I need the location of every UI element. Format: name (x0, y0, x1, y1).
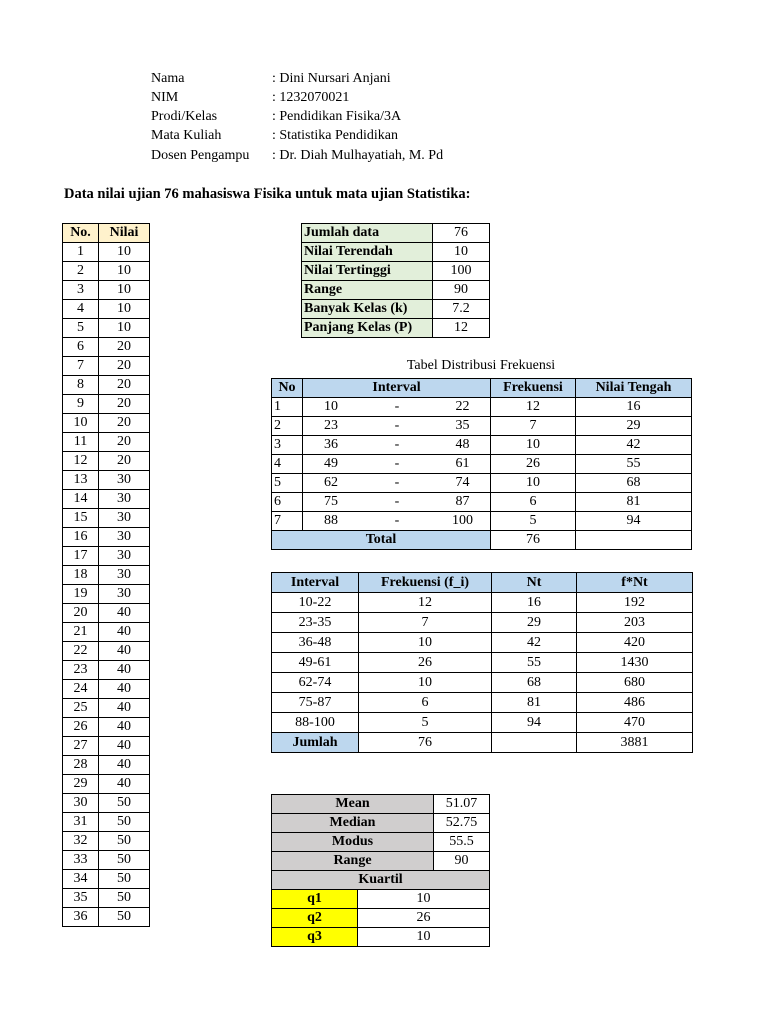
summary-label: Nilai Tertinggi (302, 262, 433, 281)
fnt-header-nt: Nt (492, 573, 577, 593)
fnt-jumlah-nt (492, 733, 577, 753)
data-nilai-cell: 50 (99, 908, 150, 927)
table-row (63, 414, 150, 433)
stats-value: 90 (434, 852, 490, 871)
freq-upper-cell: 74 (435, 474, 491, 493)
freq-nilai-tengah-cell: 68 (576, 474, 692, 493)
summary-label: Range (302, 281, 433, 300)
fnt-nt-cell: 55 (492, 653, 577, 673)
data-nilai-cell: 20 (99, 376, 150, 395)
quartile-row (272, 890, 490, 909)
freq-nilai-tengah-cell: 55 (576, 455, 692, 474)
data-no-cell: 28 (63, 756, 99, 775)
freq-frekuensi-cell: 6 (491, 493, 576, 512)
data-nilai-cell: 40 (99, 756, 150, 775)
data-nilai-cell: 40 (99, 775, 150, 794)
data-nilai-cell: 20 (99, 452, 150, 471)
data-nilai-cell: 40 (99, 604, 150, 623)
table-row (63, 471, 150, 490)
table-row (63, 642, 150, 661)
table-row (63, 376, 150, 395)
freq-lower-cell: 49 (303, 455, 360, 474)
summary-value: 90 (433, 281, 490, 300)
fnt-fnt-cell: 1430 (577, 653, 693, 673)
data-nilai-cell: 40 (99, 699, 150, 718)
data-nilai-cell: 30 (99, 585, 150, 604)
fnt-nt-cell: 42 (492, 633, 577, 653)
freq-dash-cell: - (359, 474, 435, 493)
table-row (272, 436, 692, 455)
summary-row (302, 281, 490, 300)
freq-table-caption: Tabel Distribusi Frekuensi (406, 358, 556, 373)
fnt-header-frekuensi: Frekuensi (f_i) (359, 573, 492, 593)
table-row (63, 699, 150, 718)
data-no-cell: 7 (63, 357, 99, 376)
data-no-cell: 25 (63, 699, 99, 718)
data-no-cell: 6 (63, 338, 99, 357)
data-nilai-cell: 20 (99, 433, 150, 452)
info-value-nama: : Dini Nursari Anjani (272, 71, 391, 86)
fnt-fnt-cell: 470 (577, 713, 693, 733)
data-nilai-cell: 10 (99, 281, 150, 300)
fnt-frekuensi-cell: 7 (359, 613, 492, 633)
summary-label: Banyak Kelas (k) (302, 300, 433, 319)
quartile-value: 10 (358, 890, 490, 909)
stats-row (272, 833, 490, 852)
table-row (272, 417, 692, 436)
data-nilai-cell: 10 (99, 262, 150, 281)
fnt-jumlah-f: 76 (359, 733, 492, 753)
col-header-no: No. (63, 224, 99, 243)
info-value-matkul: : Statistika Pendidikan (272, 128, 398, 143)
freq-header-no: No (272, 379, 303, 398)
fnt-nt-cell: 94 (492, 713, 577, 733)
freq-nilai-tengah-cell: 29 (576, 417, 692, 436)
freq-dash-cell: - (359, 455, 435, 474)
data-nilai-cell: 50 (99, 794, 150, 813)
fnt-frekuensi-cell: 6 (359, 693, 492, 713)
table-row (63, 813, 150, 832)
data-no-cell: 5 (63, 319, 99, 338)
summary-label: Nilai Terendah (302, 243, 433, 262)
fnt-table (271, 572, 693, 753)
page-title: Data nilai ujian 76 mahasiswa Fisika untuk mata ujian Statistika: (64, 186, 471, 202)
table-row (272, 613, 693, 633)
fnt-header-interval: Interval (272, 573, 359, 593)
freq-frekuensi-cell: 10 (491, 474, 576, 493)
fnt-frekuensi-cell: 10 (359, 633, 492, 653)
table-row (272, 398, 692, 417)
freq-dash-cell: - (359, 417, 435, 436)
data-no-cell: 18 (63, 566, 99, 585)
fnt-jumlah-fnt: 3881 (577, 733, 693, 753)
table-row (63, 851, 150, 870)
data-nilai-cell: 10 (99, 243, 150, 262)
freq-upper-cell: 61 (435, 455, 491, 474)
fnt-interval-cell: 23-35 (272, 613, 359, 633)
freq-frekuensi-cell: 7 (491, 417, 576, 436)
table-row (63, 870, 150, 889)
info-value-nim: : 1232070021 (272, 90, 350, 105)
freq-frekuensi-cell: 26 (491, 455, 576, 474)
stats-row (272, 795, 490, 814)
stats-label: Modus (272, 833, 434, 852)
data-no-cell: 2 (63, 262, 99, 281)
stats-label: Median (272, 814, 434, 833)
info-label-prodi: Prodi/Kelas (151, 109, 218, 124)
stats-value: 52.75 (434, 814, 490, 833)
info-label-dosen: Dosen Pengampu (151, 148, 250, 163)
table-row (63, 718, 150, 737)
info-value-dosen: : Dr. Diah Mulhayatiah, M. Pd (272, 148, 444, 163)
data-nilai-cell: 20 (99, 338, 150, 357)
table-row (272, 633, 693, 653)
data-nilai-cell: 10 (99, 300, 150, 319)
table-row (63, 300, 150, 319)
data-no-cell: 29 (63, 775, 99, 794)
table-row (63, 604, 150, 623)
table-row (63, 433, 150, 452)
freq-no-cell: 5 (272, 474, 303, 493)
data-nilai-cell: 50 (99, 832, 150, 851)
fnt-fnt-cell: 680 (577, 673, 693, 693)
freq-no-cell: 3 (272, 436, 303, 455)
freq-header-nilai-tengah: Nilai Tengah (576, 379, 692, 398)
fnt-nt-cell: 68 (492, 673, 577, 693)
table-row (272, 653, 693, 673)
table-row (63, 490, 150, 509)
data-no-cell: 30 (63, 794, 99, 813)
table-row (63, 756, 150, 775)
summary-table (301, 223, 490, 338)
data-nilai-cell: 40 (99, 642, 150, 661)
data-no-cell: 32 (63, 832, 99, 851)
table-row (63, 680, 150, 699)
freq-total-value: 76 (491, 531, 576, 550)
fnt-interval-cell: 88-100 (272, 713, 359, 733)
freq-no-cell: 2 (272, 417, 303, 436)
data-no-cell: 1 (63, 243, 99, 262)
table-row (63, 357, 150, 376)
data-no-cell: 12 (63, 452, 99, 471)
stats-row (272, 852, 490, 871)
table-row (63, 452, 150, 471)
stats-value: 51.07 (434, 795, 490, 814)
freq-no-cell: 7 (272, 512, 303, 531)
table-row (63, 395, 150, 414)
data-no-cell: 31 (63, 813, 99, 832)
table-row (63, 281, 150, 300)
freq-no-cell: 6 (272, 493, 303, 512)
data-nilai-cell: 30 (99, 547, 150, 566)
freq-lower-cell: 10 (303, 398, 360, 417)
table-row (272, 593, 693, 613)
stats-label: Range (272, 852, 434, 871)
freq-header-interval: Interval (303, 379, 491, 398)
summary-label: Jumlah data (302, 224, 433, 243)
fnt-frekuensi-cell: 5 (359, 713, 492, 733)
data-nilai-cell: 20 (99, 357, 150, 376)
data-no-cell: 4 (63, 300, 99, 319)
kuartil-label: Kuartil (272, 871, 490, 890)
freq-nilai-tengah-cell: 94 (576, 512, 692, 531)
data-no-cell: 35 (63, 889, 99, 908)
data-no-cell: 22 (63, 642, 99, 661)
freq-lower-cell: 62 (303, 474, 360, 493)
data-no-cell: 10 (63, 414, 99, 433)
table-row (63, 262, 150, 281)
fnt-fnt-cell: 192 (577, 593, 693, 613)
data-nilai-cell: 20 (99, 395, 150, 414)
freq-dash-cell: - (359, 436, 435, 455)
table-row (63, 319, 150, 338)
summary-value: 12 (433, 319, 490, 338)
fnt-frekuensi-cell: 26 (359, 653, 492, 673)
freq-no-cell: 1 (272, 398, 303, 417)
freq-no-cell: 4 (272, 455, 303, 474)
raw-data-table (62, 223, 150, 927)
freq-dash-cell: - (359, 512, 435, 531)
info-value-prodi: : Pendidikan Fisika/3A (272, 109, 402, 124)
table-row (63, 566, 150, 585)
table-row (63, 794, 150, 813)
data-nilai-cell: 50 (99, 813, 150, 832)
info-label-nim: NIM (151, 90, 179, 105)
table-row (63, 243, 150, 262)
fnt-frekuensi-cell: 12 (359, 593, 492, 613)
freq-frekuensi-cell: 12 (491, 398, 576, 417)
table-row (63, 585, 150, 604)
freq-dash-cell: - (359, 493, 435, 512)
quartile-value: 10 (358, 928, 490, 947)
table-row (63, 547, 150, 566)
freq-dash-cell: - (359, 398, 435, 417)
table-row (272, 693, 693, 713)
info-label-nama: Nama (151, 71, 185, 86)
quartile-label: q1 (272, 890, 358, 909)
freq-lower-cell: 23 (303, 417, 360, 436)
freq-total-empty (576, 531, 692, 550)
table-row (272, 493, 692, 512)
data-no-cell: 36 (63, 908, 99, 927)
statistics-table (271, 794, 490, 947)
table-row (63, 737, 150, 756)
summary-label: Panjang Kelas (P) (302, 319, 433, 338)
data-nilai-cell: 20 (99, 414, 150, 433)
freq-upper-cell: 22 (435, 398, 491, 417)
freq-frekuensi-cell: 10 (491, 436, 576, 455)
data-nilai-cell: 50 (99, 851, 150, 870)
quartile-row (272, 928, 490, 947)
data-no-cell: 20 (63, 604, 99, 623)
table-row (272, 673, 693, 693)
table-row (63, 908, 150, 927)
table-row (63, 623, 150, 642)
data-no-cell: 3 (63, 281, 99, 300)
freq-upper-cell: 35 (435, 417, 491, 436)
freq-header-frekuensi: Frekuensi (491, 379, 576, 398)
quartile-label: q2 (272, 909, 358, 928)
data-nilai-cell: 40 (99, 718, 150, 737)
summary-row (302, 300, 490, 319)
table-row (63, 889, 150, 908)
stats-row (272, 814, 490, 833)
freq-lower-cell: 75 (303, 493, 360, 512)
fnt-nt-cell: 81 (492, 693, 577, 713)
fnt-interval-cell: 36-48 (272, 633, 359, 653)
freq-lower-cell: 36 (303, 436, 360, 455)
freq-distribution-table (271, 378, 692, 550)
fnt-frekuensi-cell: 10 (359, 673, 492, 693)
data-no-cell: 8 (63, 376, 99, 395)
stats-label: Mean (272, 795, 434, 814)
data-no-cell: 26 (63, 718, 99, 737)
table-row (272, 455, 692, 474)
info-label-matkul: Mata Kuliah (151, 128, 222, 143)
summary-row (302, 243, 490, 262)
fnt-fnt-cell: 486 (577, 693, 693, 713)
data-nilai-cell: 40 (99, 661, 150, 680)
table-row (63, 775, 150, 794)
table-row (63, 661, 150, 680)
quartile-label: q3 (272, 928, 358, 947)
fnt-interval-cell: 49-61 (272, 653, 359, 673)
table-row (272, 512, 692, 531)
data-nilai-cell: 50 (99, 889, 150, 908)
data-nilai-cell: 30 (99, 490, 150, 509)
fnt-nt-cell: 16 (492, 593, 577, 613)
data-no-cell: 15 (63, 509, 99, 528)
data-nilai-cell: 10 (99, 319, 150, 338)
data-nilai-cell: 30 (99, 471, 150, 490)
table-row (272, 474, 692, 493)
data-no-cell: 9 (63, 395, 99, 414)
summary-value: 10 (433, 243, 490, 262)
freq-total-label: Total (272, 531, 491, 550)
data-nilai-cell: 40 (99, 737, 150, 756)
freq-lower-cell: 88 (303, 512, 360, 531)
quartile-value: 26 (358, 909, 490, 928)
table-row (63, 528, 150, 547)
freq-upper-cell: 100 (435, 512, 491, 531)
fnt-nt-cell: 29 (492, 613, 577, 633)
fnt-interval-cell: 62-74 (272, 673, 359, 693)
summary-row (302, 262, 490, 281)
fnt-fnt-cell: 420 (577, 633, 693, 653)
summary-row (302, 224, 490, 243)
fnt-interval-cell: 10-22 (272, 593, 359, 613)
freq-frekuensi-cell: 5 (491, 512, 576, 531)
data-nilai-cell: 30 (99, 528, 150, 547)
freq-nilai-tengah-cell: 16 (576, 398, 692, 417)
quartile-row (272, 909, 490, 928)
stats-value: 55.5 (434, 833, 490, 852)
data-no-cell: 16 (63, 528, 99, 547)
data-nilai-cell: 40 (99, 680, 150, 699)
col-header-nilai: Nilai (99, 224, 150, 243)
summary-value: 7.2 (433, 300, 490, 319)
table-row (63, 338, 150, 357)
data-nilai-cell: 50 (99, 870, 150, 889)
data-no-cell: 21 (63, 623, 99, 642)
data-no-cell: 11 (63, 433, 99, 452)
data-nilai-cell: 40 (99, 623, 150, 642)
data-no-cell: 34 (63, 870, 99, 889)
fnt-fnt-cell: 203 (577, 613, 693, 633)
data-no-cell: 17 (63, 547, 99, 566)
freq-nilai-tengah-cell: 81 (576, 493, 692, 512)
fnt-jumlah-label: Jumlah (272, 733, 359, 753)
data-nilai-cell: 30 (99, 509, 150, 528)
data-no-cell: 23 (63, 661, 99, 680)
data-no-cell: 27 (63, 737, 99, 756)
data-nilai-cell: 30 (99, 566, 150, 585)
summary-value: 76 (433, 224, 490, 243)
data-no-cell: 24 (63, 680, 99, 699)
freq-nilai-tengah-cell: 42 (576, 436, 692, 455)
summary-row (302, 319, 490, 338)
table-row (272, 713, 693, 733)
freq-upper-cell: 48 (435, 436, 491, 455)
data-no-cell: 14 (63, 490, 99, 509)
summary-value: 100 (433, 262, 490, 281)
data-no-cell: 13 (63, 471, 99, 490)
table-row (63, 832, 150, 851)
table-row (63, 509, 150, 528)
fnt-interval-cell: 75-87 (272, 693, 359, 713)
data-no-cell: 19 (63, 585, 99, 604)
fnt-header-fnt: f*Nt (577, 573, 693, 593)
freq-upper-cell: 87 (435, 493, 491, 512)
data-no-cell: 33 (63, 851, 99, 870)
